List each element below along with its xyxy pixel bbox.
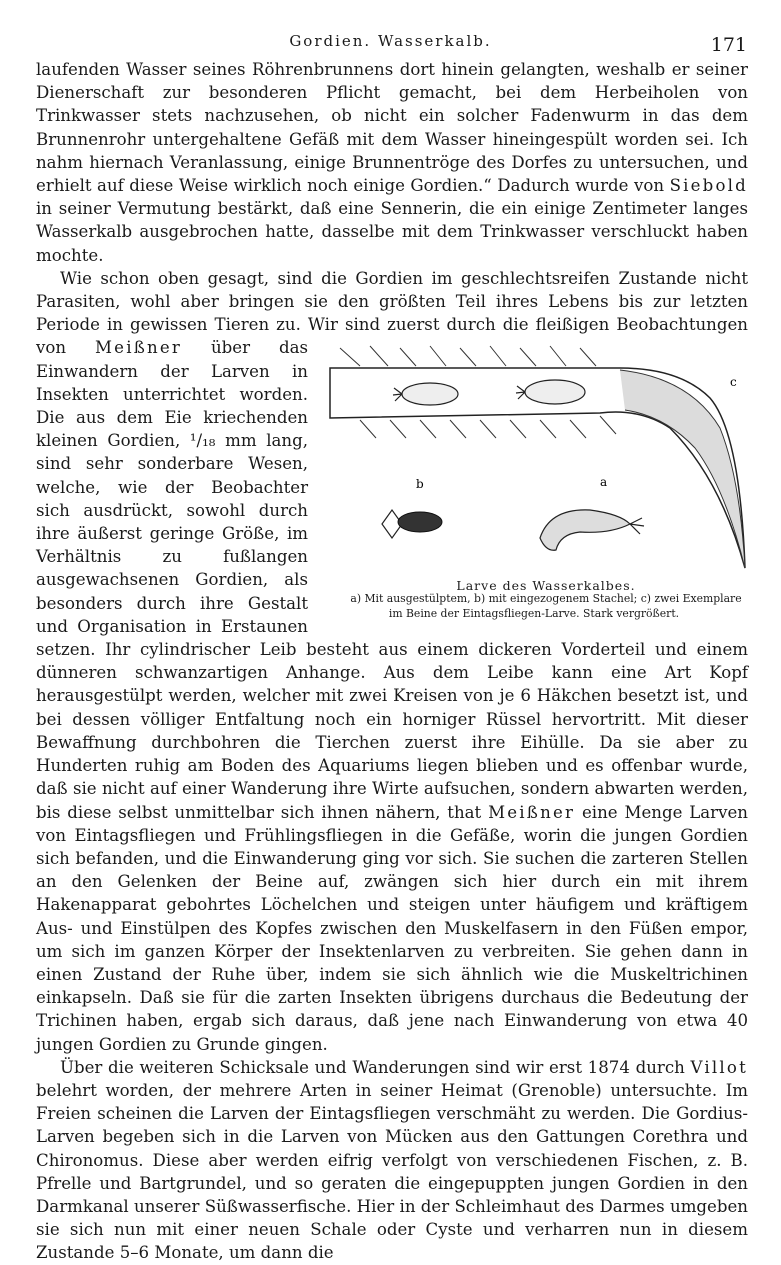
figure-label-a: a [600,475,608,490]
leg-claw-shading [620,370,745,568]
larva-a-body [540,510,630,550]
author-name-meissner-2: Meißner [488,802,576,822]
author-name-meissner: Meißner [94,338,183,358]
body-text [36,58,748,1265]
figure-label-c: c [730,375,737,390]
larva-illustration [320,338,748,574]
paragraph-2 [36,267,748,1056]
author-name-villot: Villot [690,1057,748,1077]
page-header [34,30,747,56]
figure-label-b: b [416,477,424,492]
author-name-siebold: Siebold [669,176,748,196]
larva-c-2 [525,380,585,404]
figure-title: Larve des Wasserkalbes. [456,578,636,594]
larva-c-1 [402,383,458,405]
paragraph-2-text-a: Wie schon oben gesagt, sind die Gordien im geschlechtsreifen Zustande nicht Parasiten, wohl aber bringen sie den größten Teil ihres Lebens bis zur letzten Periode in gewissen Tieren zu. Wir sind zuerst durch die fleißigen Beobachtungen von [36,268,748,358]
paragraph-1-text: laufenden Wasser seines Röhrenbrunnens dort hinein gelangten, weshalb er seiner Dienerschaft zur besonderen Pflicht gemacht, bei dem Herbeiholen von Trinkwasser stets nachzusehen, ob nicht ein solcher Fadenwurm in das dem Brunnenrohr untergehaltene Gefäß mit dem Wasser hineingespült worden sei. Ich nahm hiernach Veranlassung, einige Brunnentröge des Dorfes zu untersuchen, und erhielt auf diese Weise wirklich noch einige Gordien.“ Dadurch wurde von [36,60,748,196]
leg-bristles-top [340,346,596,366]
paragraph-2-text-b: über das Einwandern der Larven in Insekten unterrichtet worden. Die aus dem Eie kriechenden kleinen Gordien, ¹/₁₈ mm lang, sind sehr sonderbare Wesen, welche, wie der Beobachter sich ausdrückt, sowohl durch ihre äußerst geringe Größe, im Verhältnis zu fußlangen ausgewachsenen Gordien, als besonders durch ihre Gestalt und Organisation in Erstaunen setzen. Ihr cylindrischer Leib besteht aus einem dickeren Vorderteil und einem dünneren schwanzartigen Anhange. Aus dem Leibe kann eine Art Kopf herausgestülpt werden, welcher mit zwei Kreisen von je 6 Häkchen besetzt ist, und bei dessen völliger Entfaltung noch ein horniger Rüssel hervortritt. Mit dieser Bewaffnung durchbohren die Tierchen zuerst ihre Eihülle. Da sie aber zu Hunderten ruhig am Boden des Aquariums liegen blieben und es offenbar wurde, daß sie nicht auf einer Wanderung ihre Wirte aufsuchen, sondern abwarten werden, bis diese selbst unmittelbar sich ihnen nähern, that [36,338,748,822]
larva-b-body [398,512,442,532]
paragraph-2-text-c: eine Menge Larven von Eintagsfliegen und Frühlingsfliegen in die Gefäße, worin die jungen Gordien sich befanden, und die Einwanderung ging vor sich. Sie suchen die zarteren Stellen an den Gelenken der Beine auf, zwängen sich hier durch ein mit ihrem Hakenapparat gebohrtes Löchelchen und steigen unter häufigem und kräftigem Aus- und Einstülpen des Kopfes zwischen den Muskelfasern in den Füßen empor, um sich im ganzen Körper der Insektenlarven zu verbreiten. Sie gehen dann in einen Zustand der Ruhe über, indem sie sich ähnlich wie die Muskeltrichinen einkapseln. Daß sie für die zarten Insekten übrigens durchaus die Bedeutung der Trichinen haben, ergab sich daraus, daß jene nach Einwanderung von etwa 40 jungen Gordien zu Grunde gingen. [36,802,748,1054]
paragraph-1 [36,58,748,267]
page-number: 171 [710,34,747,56]
figure-caption: a) Mit ausgestülptem, b) mit eingezogenem Stachel; c) zwei Exemplare im Beine der Eintagsfliegen-Larve. Stark vergrößert. [350,592,742,620]
leg-bristles-bottom [360,416,616,438]
larva-a-stachel [630,518,644,534]
paragraph-3 [36,1056,748,1265]
running-title: Gordien. Wasserkalb. [289,32,492,50]
paragraph-1-end: in seiner Vermutung bestärkt, daß eine Sennerin, die ein einige Zentimeter langes Wasserkalb ausgebrochen hatte, dasselbe mit dem Trinkwasser verschluckt haben mochte. [36,199,748,265]
paragraph-3-text-b: belehrt worden, der mehrere Arten in seiner Heimat (Grenoble) untersuchte. Im Freien scheinen die Larven der Eintagsfliegen verschmäht zu werden. Die Gordius-Larven begeben sich in die Larven von Mücken aus den Gattungen Corethra und Chironomus. Diese aber werden eifrig verfolgt von verschiedenen Fischen, z. B. Pfrelle und Bartgrundel, und so geraten die eingepuppten jungen Gordien in den Darmkanal unserer Süßwasserfische. Hier in der Schleimhaut des Darmes umgeben sie sich nun mit einer neuen Schale oder Cyste und verharren nun in diesem Zustande 5–6 Monate, um dann die [36,1080,748,1263]
paragraph-3-text-a: Über die weiteren Schicksale und Wanderungen sind wir erst 1874 durch [60,1057,691,1077]
figure-larva [320,338,748,630]
